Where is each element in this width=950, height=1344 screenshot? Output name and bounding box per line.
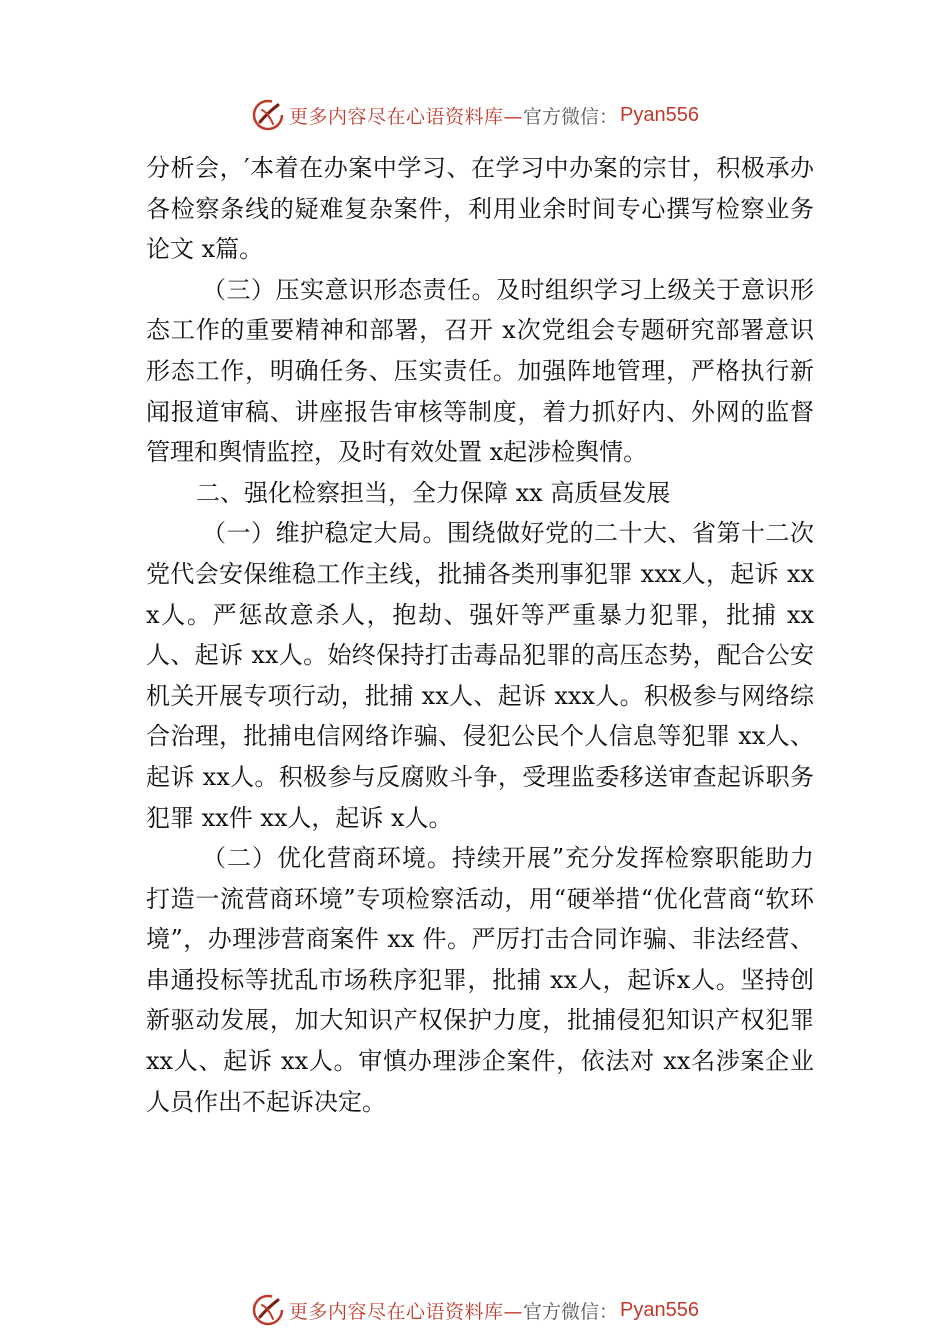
watermark-wechat-id: Pyan556	[620, 1298, 699, 1321]
brush-logo-icon	[251, 98, 285, 132]
section-heading-two: 二、强化检察担当，全力保障 xx 高质昼发展	[196, 478, 671, 507]
watermark-wechat-id: Pyan556	[620, 103, 699, 126]
watermark-site-text: 更多内容尽在心语资料库—	[289, 1300, 524, 1323]
footer-watermark-banner	[0, 1290, 950, 1330]
paragraph-business-environment: （二）优化营商环境。持续开展”充分发挥检察职能助力打造一流营商环境”专项检察活动，用“硬举措“优化营商“软环境”，办理涉营商案件 xx 件。严厉打击合同诈骗、非法经营、串通投标等扰乱市场秩序犯罪，批捕 xx人，起诉x人。坚持创新驱动发展，加大知识产权保护力度，批捕侵犯知识产权犯罪 xx人、起诉 xx人。审慎办理涉企案件，依法对 xx名涉案企业人员作出不起诉决定。	[146, 844, 814, 1116]
paragraph-continuation: 分析会，′本着在办案中学习、在学习中办案的宗甘，积极承办各检察条线的疑难复杂案件，利用业余时间专心撰写检察业务论文 x篇。	[146, 154, 814, 264]
brush-logo-icon	[251, 1293, 285, 1327]
watermark-site-text: 更多内容尽在心语资料库—	[289, 105, 524, 128]
paragraph-maintain-stability: （一）维护稳定大局。围绕做好党的二十大、省第十二次党代会安保维稳工作主线，批捕各类刑事犯罪 xxx人，起诉 xxx人。严惩故意杀人，抱劫、强奸等严重暴力犯罪，批捕 xx人、起诉 xx人。始终保持打击毒品犯罪的高压态势，配合公安机关开展专项行动，批捕 xx人、起诉 xxx人。积极参与网络综合治理，批捕电信网络诈骗、侵犯公民个人信息等犯罪 xx人、起诉 xx人。积极参与反腐败斗争，受理监委移送审查起诉职务犯罪 xx件 xx人，起诉 x人。	[146, 519, 814, 832]
watermark-wechat-label: 官方微信：	[523, 105, 619, 128]
watermark-wechat-label: 官方微信：	[523, 1300, 619, 1323]
document-body	[146, 148, 814, 1122]
paragraph-ideology-responsibility: （三）压实意识形态责任。及时组织学习上级关于意识形态工作的重要精神和部署，召开 x次党组会专题研究部署意识形态工作，明确任务、压实责任。加强阵地管理，严格执行新闻报道审稿、讲座报告审核等制度，着力抓好内、外网的监督管理和舆情监控，及时有效处置 x起涉检舆情。	[146, 275, 814, 467]
header-watermark-banner	[0, 95, 950, 135]
